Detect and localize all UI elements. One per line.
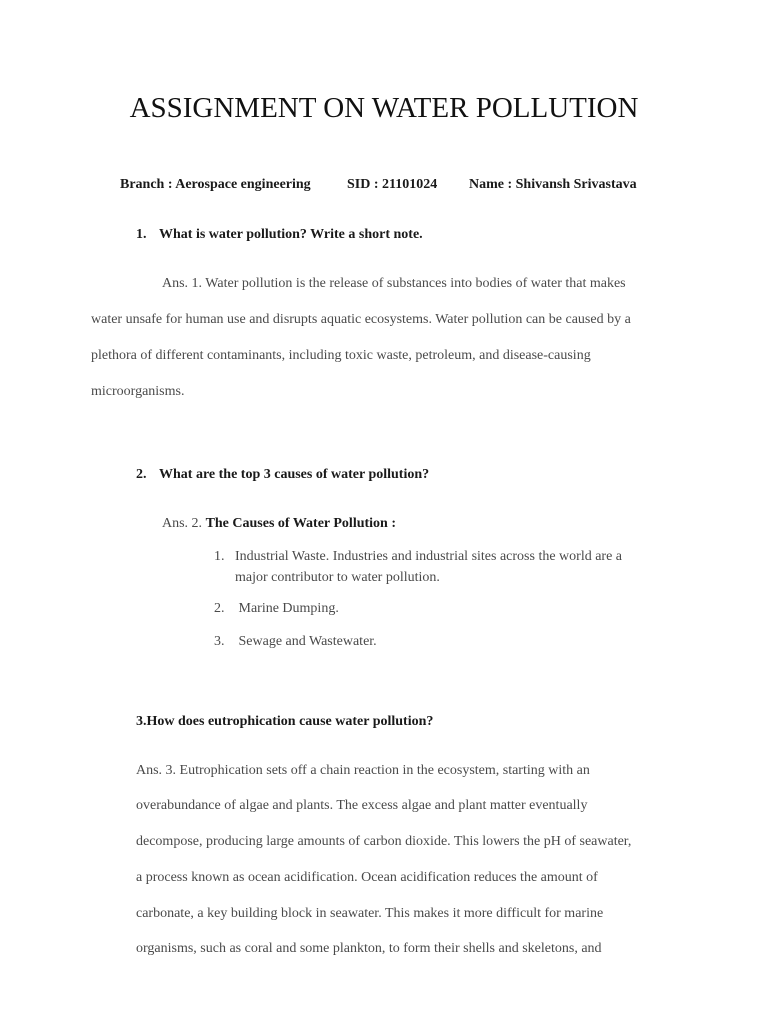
answer-1-line: microorganisms. [91, 384, 185, 399]
question-2-text: What are the top 3 causes of water pollution? [159, 467, 430, 482]
cause-1-line: Industrial Waste. Industries and industrial sites across the world are a [235, 549, 623, 564]
answer-2-heading-row [162, 516, 396, 532]
answer-3-line: Ans. 3. Eutrophication sets off a chain reaction in the ecosystem, starting with an [136, 763, 590, 778]
cause-2-number: 2. [214, 601, 225, 616]
question-1-number: 1. [136, 227, 147, 242]
answer-3-line: decompose, producing large amounts of carbon dioxide. This lowers the pH of seawater, [136, 834, 632, 849]
answer-3-line: carbonate, a key building block in seawater. This makes it more difficult for marine [136, 906, 604, 921]
question-3-text: 3.How does eutrophication cause water pollution? [136, 714, 434, 729]
answer-3-line: overabundance of algae and plants. The excess algae and plant matter eventually [136, 798, 588, 813]
answer-2-prefix: Ans. 2. [162, 516, 203, 531]
student-name-label: Name : Shivansh Srivastava [469, 177, 637, 192]
sid-label: SID : 21101024 [347, 177, 438, 192]
question-2-number: 2. [136, 467, 147, 482]
cause-3-line: Sewage and Wastewater. [235, 634, 377, 649]
answer-1-line: plethora of different contaminants, including toxic waste, petroleum, and disease-causing [91, 348, 591, 363]
answer-2-heading: The Causes of Water Pollution : [205, 516, 396, 531]
answer-1-line: water unsafe for human use and disrupts aquatic ecosystems. Water pollution can be caused by a [91, 312, 631, 327]
cause-3-number: 3. [214, 634, 225, 649]
document-title: ASSIGNMENT ON WATER POLLUTION [129, 92, 639, 124]
cause-1-number: 1. [214, 549, 225, 564]
answer-1-line: Ans. 1. Water pollution is the release of substances into bodies of water that makes [162, 276, 626, 291]
cause-2-line: Marine Dumping. [235, 601, 339, 616]
branch-label: Branch : Aerospace engineering [120, 177, 311, 192]
question-1-text: What is water pollution? Write a short note. [159, 227, 423, 242]
answer-3-line: a process known as ocean acidification. Ocean acidification reduces the amount of [136, 870, 598, 885]
cause-1-line: major contributor to water pollution. [235, 570, 440, 585]
answer-3-line: organisms, such as coral and some plankton, to form their shells and skeletons, and [136, 941, 602, 956]
